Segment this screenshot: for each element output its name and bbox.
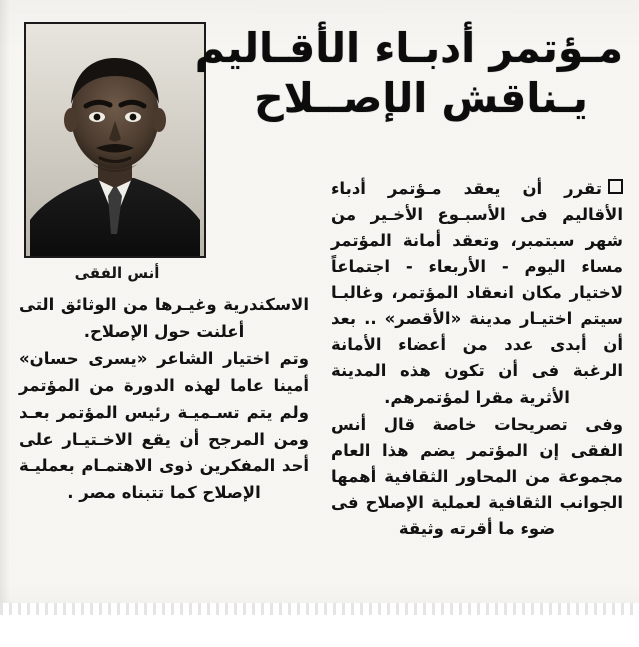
tear-texture xyxy=(0,603,639,615)
paragraph: وتم اختيار الشاعر «يسرى حسان» أمينا عاما لهذه الدورة من المؤتمر ولم يتم تسـميـة رئيس المؤتمر بعـد ومن المرجح أن يقع الاخـتيـار على أحد المفكرين ذوى الاهتمـام بعمليـة الإصلاح كما تتبناه مصر . xyxy=(19,349,309,503)
headline xyxy=(194,24,623,123)
paragraph-lead xyxy=(331,176,623,411)
photo-block xyxy=(28,22,206,282)
body-column-left xyxy=(19,292,309,508)
portrait-frame xyxy=(24,22,206,258)
square-bullet-icon xyxy=(608,179,623,194)
paragraph-text: تقرر أن يعقد مـؤتمر أدباء الأقاليم فى الأسبـوع الأخـير من شهر سبتمبر، وتعقد أمانة المؤتمر مساء اليوم - الأربعاء - اجتماعاً لاختيار مكان انعقاد المؤتمر، وغالبـا سيتم اختيـار مدينة «الأقصر» .. بعد أن أبدى عدد من أعضاء الأمانة الرغبة فى أن تكون هذه المدينة الأثرية مقرا لمؤتمرهم. xyxy=(331,179,623,407)
paragraph: الاسكندرية وغيـرها من الوثائق التى أعلنت حول الإصلاح. xyxy=(19,295,309,341)
torn-bottom-edge xyxy=(0,603,639,647)
paragraph: وفى تصريحات خاصة قال أنس الفقى إن المؤتمر يضم هذا العام مجموعة من المحاور الثقافية أهمها الجوانب الثقافية لعملية الإصلاح فى ضوء ما أقرته وثيقة xyxy=(331,414,623,538)
portrait-photo xyxy=(26,24,204,256)
headline-line-1: مـؤتمر أدبـاء الأقـاليم xyxy=(194,24,623,72)
headline-line-2: يـناقش الإصــلاح xyxy=(254,74,588,123)
page-edge-shadow xyxy=(0,0,10,647)
photo-caption: أنس الفقى xyxy=(74,264,160,282)
body-column-right xyxy=(331,176,623,543)
